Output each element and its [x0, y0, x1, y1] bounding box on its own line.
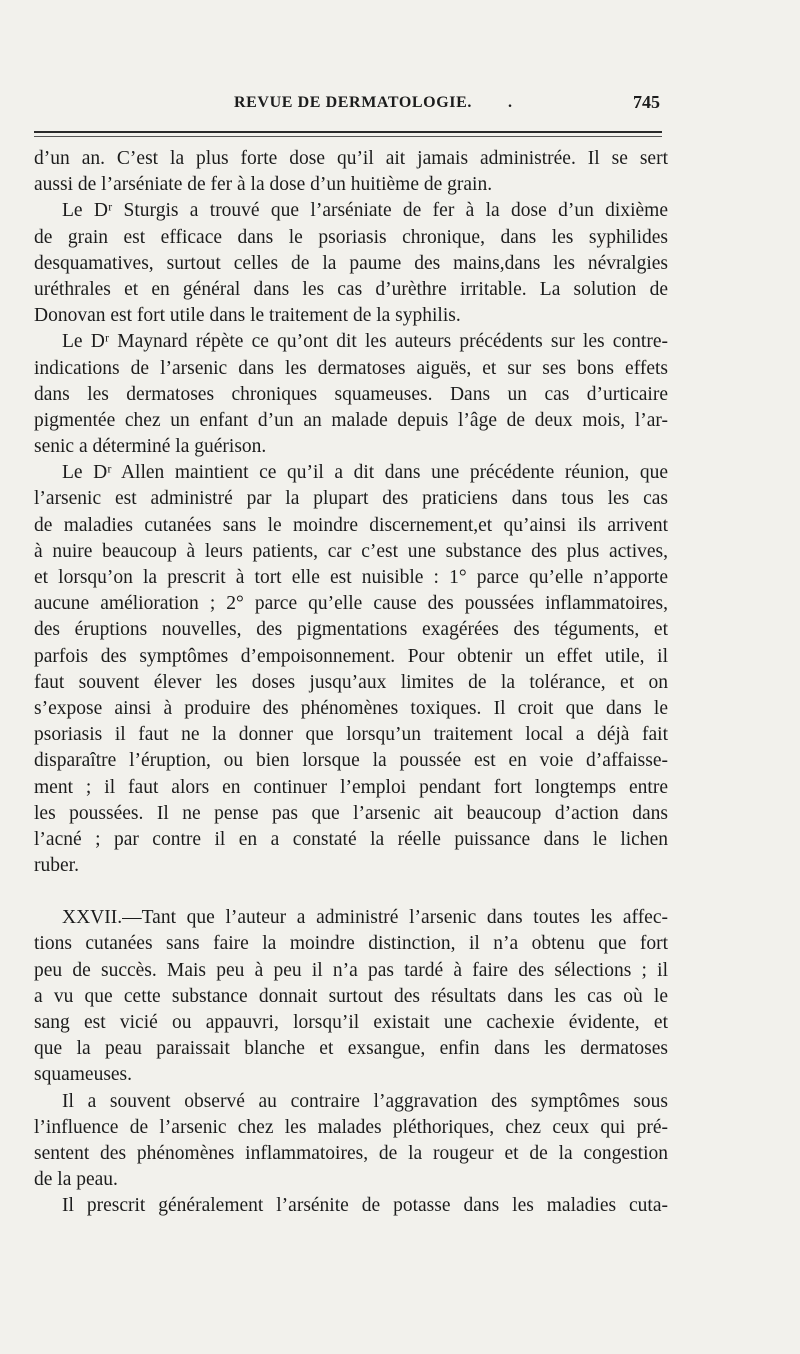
text-line: uréthrales et en général dans les cas d’urèthre irritable. La solution de: [34, 278, 668, 300]
text-line: a vu que cette substance donnait surtout des résultats dans les cas où le: [34, 985, 668, 1007]
text-line: s’expose ainsi à produire des phénomènes toxiques. Il croit que dans le: [34, 697, 668, 719]
text-line: l’acné ; par contre il en a constaté la réelle puissance dans le lichen: [34, 828, 668, 850]
text-line: l’influence de l’arsenic chez les malades pléthoriques, chez ceux qui pré-: [34, 1116, 668, 1138]
body-text: [34, 146, 668, 1220]
text-line: d’un an. C’est la plus forte dose qu’il ait jamais administrée. Il se sert: [34, 148, 668, 169]
text-line: de la peau.: [34, 1169, 118, 1191]
running-separator: .: [508, 94, 512, 111]
text-line: parfois des symptômes d’empoisonnement. Pour obtenir un effet utile, il: [34, 645, 668, 667]
text-line: sang est vicié ou appauvri, lorsqu’il existait une cachexie évidente, et: [34, 1012, 668, 1033]
text-line: squameuses.: [34, 1064, 133, 1086]
header-rule: [34, 131, 662, 133]
text-line: les poussées. Il ne pense pas que l’arsenic ait beaucoup d’action dans: [34, 802, 668, 824]
text-line: l’arsenic est administré par la plupart des praticiens dans tous les cas: [34, 488, 668, 510]
text-line: pigmentée chez un enfant d’un an malade depuis l’âge de deux mois, l’ar-: [34, 409, 668, 431]
text-line: Le Dʳ Sturgis a trouvé que l’arséniate de fer à la dose d’un dixième: [62, 200, 668, 222]
text-line: senic a déterminé la guérison.: [34, 436, 267, 458]
text-line: Donovan est fort utile dans le traitement de la syphilis.: [34, 305, 461, 327]
text-line: et lorsqu’on la prescrit à tort elle est nuisible : 1° parce qu’elle n’apporte: [34, 567, 668, 588]
text-line: que la peau paraissait blanche et exsangue, enfin dans les dermatoses: [34, 1038, 668, 1060]
text-line: Il prescrit généralement l’arsénite de potasse dans les maladies cuta-: [62, 1195, 668, 1217]
text-line: XXVII.—Tant que l’auteur a administré l’arsenic dans toutes les affec-: [62, 907, 668, 929]
text-line: disparaître l’éruption, ou bien lorsque la poussée est en voie d’affaisse-: [34, 750, 668, 772]
page-number: 745: [633, 92, 660, 112]
text-line: Il a souvent observé au contraire l’aggravation des symptômes sous: [62, 1090, 668, 1112]
text-line: de maladies cutanées sans le moindre discernement,et qu’ainsi ils arrivent: [34, 514, 668, 536]
text-line: faut souvent élever les doses jusqu’aux limites de la tolérance, et on: [34, 671, 668, 693]
running-title: REVUE DE DERMATOLOGIE.: [234, 94, 472, 111]
text-line: Le Dʳ Maynard répète ce qu’ont dit les auteurs précédents sur les contre-: [62, 331, 668, 353]
text-line: des éruptions nouvelles, des pigmentations exagérées des téguments, et: [34, 619, 668, 641]
running-header: [34, 94, 662, 118]
text-line: ruber.: [34, 855, 79, 877]
text-line: desquamatives, surtout celles de la paume des mains,dans les névralgies: [34, 252, 668, 274]
text-line: aucune amélioration ; 2° parce qu’elle cause des poussées inflammatoires,: [34, 593, 668, 615]
text-line: indications de l’arsenic dans les dermatoses aiguës, et sur ses bons effets: [34, 357, 668, 379]
text-line: sentent des phénomènes inflammatoires, de la rougeur et de la congestion: [34, 1142, 668, 1164]
paragraph-gap: [34, 879, 668, 905]
text-line: à nuire beaucoup à leurs patients, car c’est une substance des plus actives,: [34, 540, 668, 562]
header-rule-thin: [34, 136, 662, 137]
text-line: de grain est efficace dans le psoriasis chronique, dans les syphilides: [34, 226, 668, 248]
text-line: tions cutanées sans faire la moindre distinction, il n’a obtenu que fort: [34, 933, 668, 955]
text-line: Le Dʳ Allen maintient ce qu’il a dit dans une précédente réunion, que: [62, 462, 668, 484]
text-line: psoriasis il faut ne la donner que lorsqu’un traitement local a déjà fait: [34, 724, 668, 746]
text-line: aussi de l’arséniate de fer à la dose d’un huitième de grain.: [34, 174, 493, 196]
text-line: dans les dermatoses chroniques squameuses. Dans un cas d’urticaire: [34, 383, 668, 405]
text-line: peu de succès. Mais peu à peu il n’a pas tardé à faire des sélections ; il: [34, 959, 668, 981]
text-line: ment ; il faut alors en continuer l’emploi pendant fort longtemps entre: [34, 776, 668, 798]
